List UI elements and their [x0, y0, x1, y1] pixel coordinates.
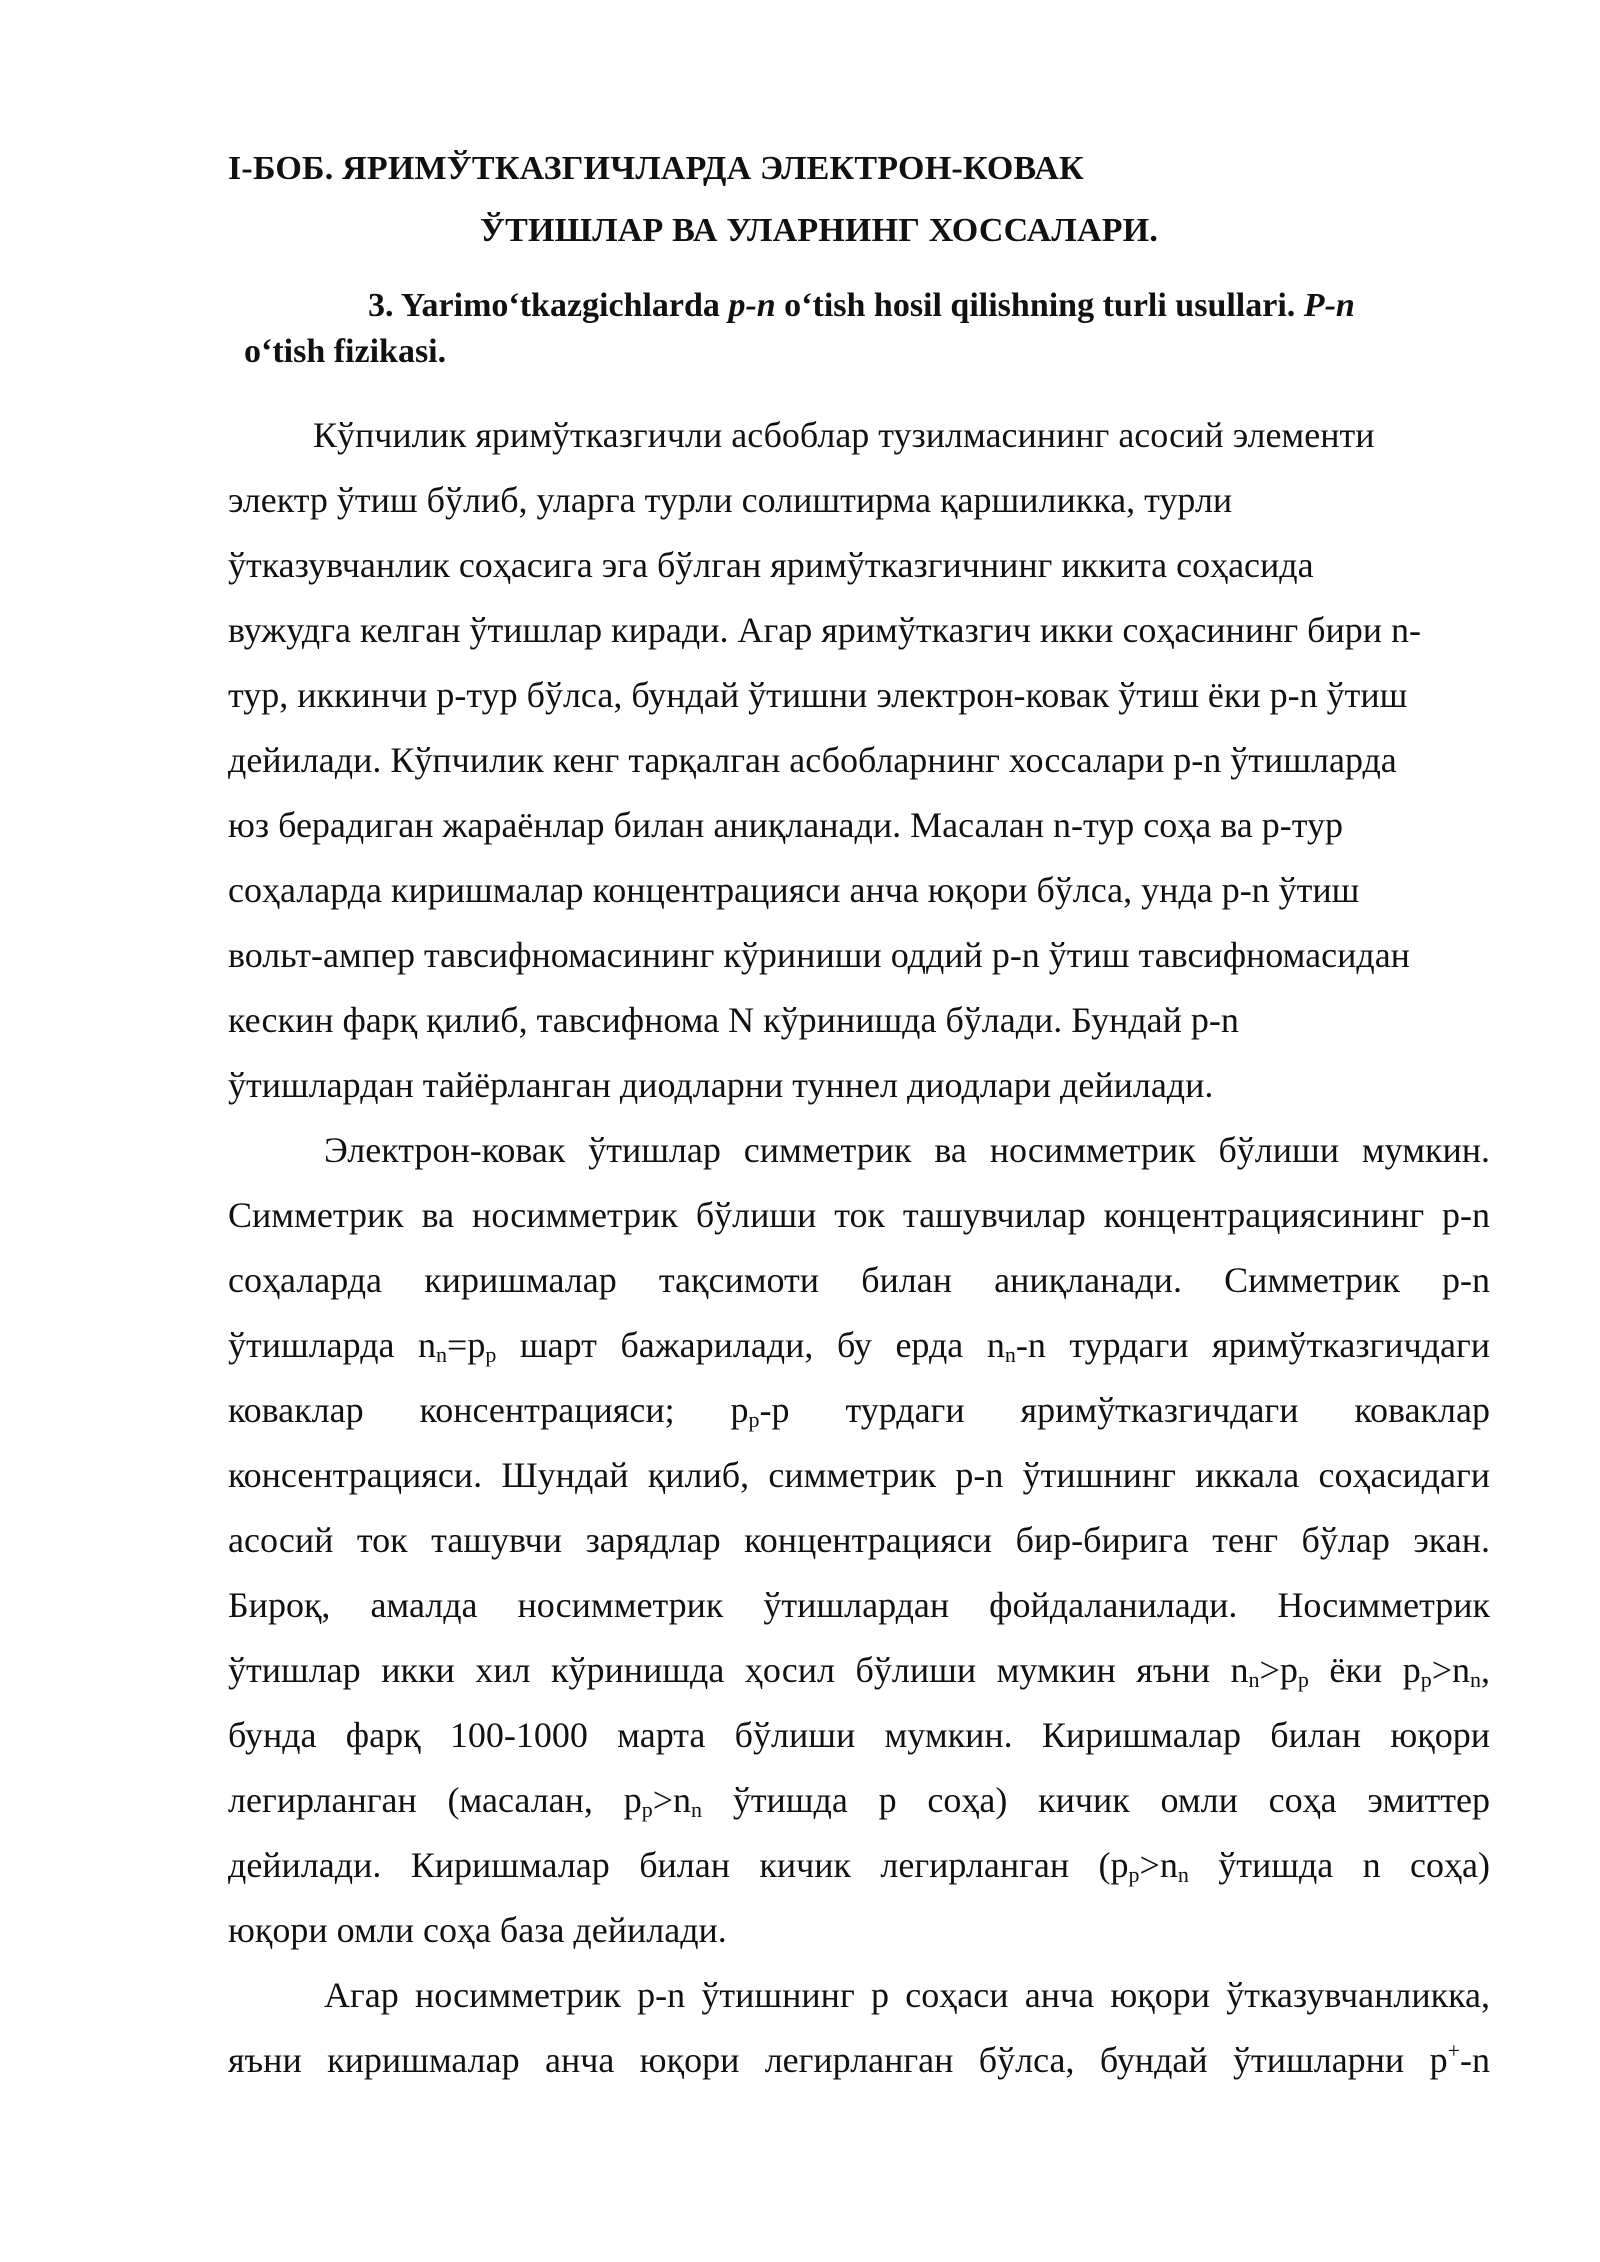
paragraph-line: юз берадиган жараёнлар билан аниқланади. Масалан n-тур соҳа ва p-тур: [228, 805, 1343, 845]
paragraph-line: ўтишлардан тайёрланган диодларни туннел диодлари дейилади.: [228, 1065, 1214, 1105]
paragraph-line: легирланган (масалан, $p_p>n_n$ ўтишда p соҳа) кичик омли соҳа эмиттер: [228, 1780, 1490, 1822]
section-title-line2: o‘tish fizikasi.: [244, 333, 447, 370]
paragraph-line: асосий ток ташувчи зарядлар концентрацияси бир-бирига тенг бўлар экан.: [228, 1520, 1490, 1560]
paragraph-line: соҳаларда киришмалар тақсимоти билан аниқланади. Симметрик p-n: [228, 1260, 1490, 1300]
paragraph-line: ўтишлар икки хил кўринишда ҳосил бўлиши мумкин яъни $n_n>p_p$ ёки $p_p>n_n$,: [228, 1650, 1490, 1692]
paragraph-line: ўтишларда $n_n=p_p$ шарт бажарилади, бу ерда $n_n-n$ турдаги яримўтказгичдаги: [228, 1325, 1490, 1367]
paragraph-line: консентрацияси. Шундай қилиб, симметрик p-n ўтишнинг иккала соҳасидаги: [228, 1455, 1490, 1495]
paragraph-line: юқори омли соҳа база дейилади.: [228, 1910, 727, 1950]
section-number: 3.: [368, 287, 394, 324]
paragraph-line: Бироқ, амалда носимметрик ўтишлардан фойдаланилади. Носимметрик: [228, 1585, 1490, 1625]
paragraph-line: бунда фарқ 100-1000 марта бўлиши мумкин. Киришмалар билан юқори: [228, 1715, 1490, 1755]
paragraph-line: коваклар консентрацияси; $p_p-p$ турдаги яримўтказгичдаги коваклар: [228, 1390, 1490, 1432]
paragraph-line: вольт-ампер тавсифномасининг кўриниши оддий p-n ўтиш тавсифномасидан: [228, 935, 1410, 975]
paragraph-line: соҳаларда киришмалар концентрацияси анча юқори бўлса, унда p-n ўтиш: [228, 870, 1360, 910]
chapter-heading-line2: ЎТИШЛАР ВА УЛАРНИНГ ХОССАЛАРИ.: [480, 212, 1159, 249]
paragraph-line: кескин фарқ қилиб, тавсифнома N кўринишда бўлади. Бундай p-n: [228, 1000, 1239, 1040]
section-title-italic: P-n: [1303, 287, 1355, 324]
section-title-part: Yarimo‘tkazgichlarda: [400, 287, 720, 324]
section-title-italic: p-n: [728, 287, 776, 324]
paragraph-line: тур, иккинчи p-тур бўлса, бундай ўтишни электрон-ковак ўтиш ёки p-n ўтиш: [228, 675, 1408, 715]
paragraph-line: яъни киришмалар анча юқори легирланган бўлса, бундай ўтишларни p+-n: [228, 2038, 1490, 2080]
paragraph-line: дейилади. Кўпчилик кенг тарқалган асбобларнинг хоссалари p-n ўтишларда: [228, 740, 1397, 780]
paragraph-line: Симметрик ва носимметрик бўлиши ток ташувчилар концентрациясининг p-n: [228, 1195, 1490, 1235]
paragraph-line: Электрон-ковак ўтишлар симметрик ва носимметрик бўлиши мумкин.: [324, 1130, 1490, 1170]
paragraph-line: электр ўтиш бўлиб, уларга турли солиштирма қаршиликка, турли: [228, 480, 1233, 520]
paragraph-line: дейилади. Киришмалар билан кичик легирланган ($p_p>n_n$ ўтишда n соҳа): [228, 1845, 1490, 1887]
paragraph-line: ўтказувчанлик соҳасига эга бўлган яримўтказгичнинг иккита соҳасида: [228, 545, 1314, 585]
section-title-line1: [368, 287, 1355, 325]
paragraph-line: вужудга келган ўтишлар киради. Агар яримўтказгич икки соҳасининг бири n-: [228, 610, 1421, 650]
paragraph-line: Кўпчилик яримўтказгичли асбоблар тузилмасининг асосий элементи: [313, 415, 1375, 455]
section-title-part: o‘tish hosil qilishning turli usullari.: [784, 287, 1296, 324]
chapter-heading-line1: I-БОБ. ЯРИМЎТКАЗГИЧЛАРДА ЭЛЕКТРОН-КОВАК: [228, 150, 1084, 187]
paragraph-line: Агар носимметрик p-n ўтишнинг p соҳаси анча юқори ўтказувчанликка,: [324, 1975, 1490, 2015]
